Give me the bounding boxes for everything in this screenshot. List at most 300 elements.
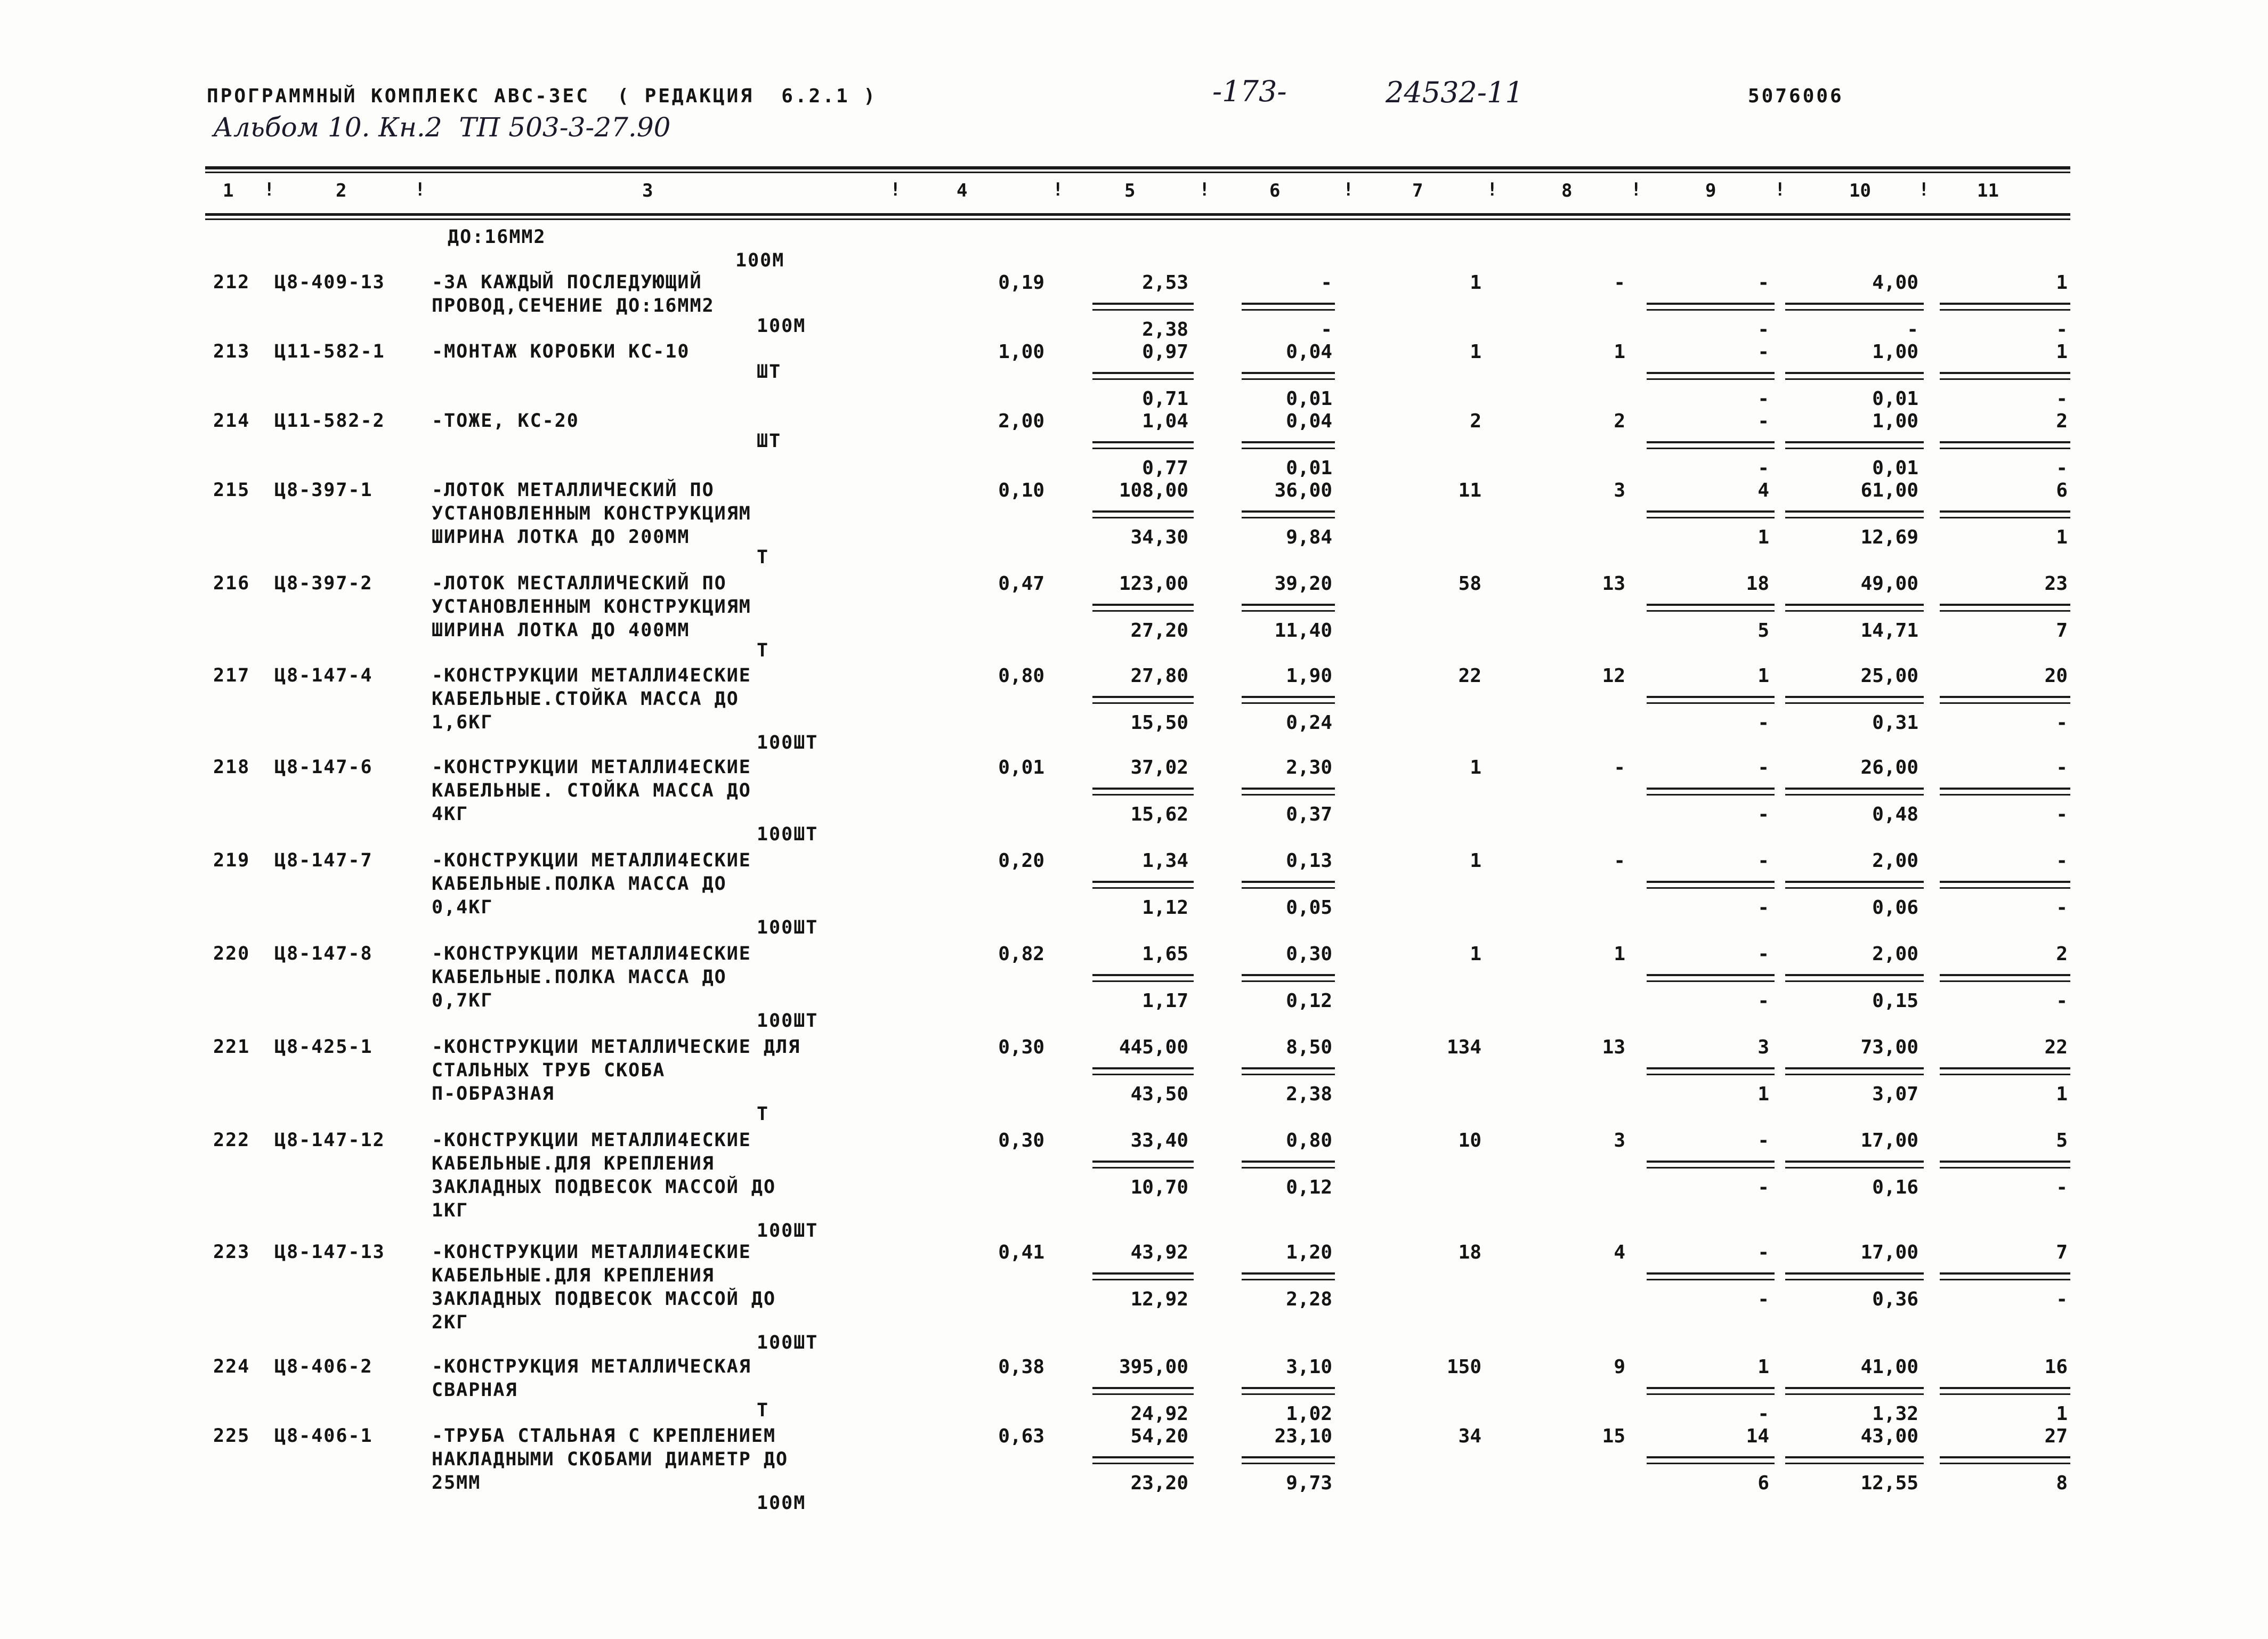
double-underline — [1242, 441, 1335, 443]
double-underline — [1647, 1387, 1775, 1389]
cell-col10-top: 4,00 — [1872, 272, 1918, 294]
double-underline — [1242, 881, 1335, 883]
row-description: -КОНСТРУКЦИИ МЕТАЛЛИЧЕСКИЕ ДЛЯ — [432, 1036, 801, 1058]
row-description: ШИРИНА ЛОТКА ДО 200ММ — [432, 526, 690, 548]
cell-col5-bottom: 1,12 — [1142, 897, 1188, 919]
row-description: -КОНСТРУКЦИИ МЕТАЛЛИ4ЕСКИЕ — [432, 1130, 751, 1151]
double-underline — [1092, 1067, 1194, 1069]
row-description: 4КГ — [432, 804, 469, 825]
row-code: Ц8-397-1 — [274, 480, 373, 501]
column-separator: ! — [1052, 179, 1064, 200]
double-underline — [1242, 1067, 1335, 1069]
top-rule-2 — [205, 172, 2070, 173]
cell-col10-top: 41,00 — [1860, 1356, 1918, 1378]
cell-col10-bottom: 3,07 — [1872, 1083, 1918, 1105]
cell-col4: 0,19 — [998, 272, 1044, 294]
cell-col5-top: 445,00 — [1119, 1036, 1188, 1058]
column-separator: ! — [1918, 179, 1930, 200]
double-underline — [1647, 1067, 1775, 1069]
row-number: 224 — [213, 1356, 250, 1377]
double-underline — [1647, 1272, 1775, 1275]
double-underline — [1940, 372, 2070, 374]
cell-col10-top: 26,00 — [1860, 757, 1918, 778]
double-underline — [1785, 303, 1924, 305]
cell-col5-bottom: 43,50 — [1130, 1083, 1188, 1105]
cell-col4: 0,41 — [998, 1242, 1044, 1263]
double-underline — [1785, 1067, 1924, 1069]
cell-col8: 4 — [1614, 1242, 1625, 1263]
cell-col11-top: 1 — [2056, 341, 2068, 363]
double-underline — [1647, 604, 1775, 606]
cell-col5-top: 0,97 — [1142, 341, 1188, 363]
row-unit: 100ШТ — [757, 732, 819, 753]
row-unit: ШТ — [757, 361, 782, 383]
column-number-4: 4 — [957, 180, 968, 201]
double-underline — [1092, 303, 1194, 305]
cell-col9-bottom: - — [1757, 1176, 1769, 1198]
row-description: -КОНСТРУКЦИИ МЕТАЛЛИ4ЕСКИЕ — [432, 665, 751, 686]
cell-col10-bottom: 0,06 — [1872, 897, 1918, 919]
row-unit: Т — [757, 1400, 770, 1421]
double-underline — [1785, 1456, 1924, 1458]
row-description: П-ОБРАЗНАЯ — [432, 1083, 555, 1105]
cell-col8: 2 — [1614, 410, 1625, 432]
row-description: -ЛОТОК МЕСТАЛЛИЧЕСКИЙ ПО — [432, 573, 727, 594]
cell-col5-bottom: 15,62 — [1130, 804, 1188, 825]
cell-col8: 15 — [1602, 1425, 1625, 1447]
row-number: 217 — [213, 665, 250, 686]
row-description: -ТРУБА СТАЛЬНАЯ С КРЕПЛЕНИЕМ — [432, 1425, 776, 1447]
row-number: 212 — [213, 272, 250, 293]
row-description: СТАЛЬНЫХ ТРУБ СКОБА — [432, 1060, 666, 1081]
cell-col9-top: - — [1757, 943, 1769, 965]
cell-col9-bottom: - — [1757, 712, 1769, 734]
double-underline — [1647, 441, 1775, 443]
cell-col6-top: 2,30 — [1286, 757, 1332, 778]
cell-col9-top: 4 — [1757, 480, 1769, 501]
row-unit: 100М — [735, 250, 785, 271]
column-number-1: 1 — [223, 180, 234, 201]
cell-col10-bottom: 12,69 — [1860, 526, 1918, 548]
cell-col9-bottom: 1 — [1757, 526, 1769, 548]
cell-col7: 58 — [1458, 573, 1481, 595]
cell-col6-top: 0,80 — [1286, 1130, 1332, 1151]
double-underline — [1242, 1161, 1335, 1163]
cell-col9-top: - — [1757, 850, 1769, 872]
cell-col5-bottom: 34,30 — [1130, 526, 1188, 548]
row-description: -КОНСТРУКЦИЯ МЕТАЛЛИЧЕСКАЯ — [432, 1356, 751, 1377]
cell-col6-bottom: 2,38 — [1286, 1083, 1332, 1105]
cell-col9-bottom: - — [1757, 897, 1769, 919]
double-underline — [1092, 372, 1194, 374]
double-underline — [1242, 604, 1335, 606]
double-underline — [1940, 441, 2070, 443]
cell-col11-bottom: - — [2056, 1176, 2068, 1198]
row-unit: 100ШТ — [757, 1332, 819, 1353]
column-separator: ! — [1487, 179, 1498, 200]
cell-col5-top: 27,80 — [1130, 665, 1188, 687]
cell-col5-bottom: 0,71 — [1142, 388, 1188, 410]
row-description: ЗАКЛАДНЫХ ПОДВЕСОК МАССОЙ ДО — [432, 1176, 776, 1198]
row-description: УСТАНОВЛЕННЫМ КОНСТРУКЦИЯМ — [432, 503, 751, 524]
cell-col8: - — [1614, 850, 1625, 872]
column-number-6: 6 — [1269, 180, 1281, 201]
column-number-5: 5 — [1124, 180, 1136, 201]
album-note: Альбом 10. Кн.2 ТП 503-3-27.90 — [213, 112, 671, 143]
program-title: ПРОГРАММНЫЙ КОМПЛЕКС АВС-ЗЕС ( РЕДАКЦИЯ 6.2.1 ) — [207, 85, 878, 107]
cell-col7: 2 — [1470, 410, 1481, 432]
double-underline — [1242, 1272, 1335, 1275]
cell-col6-bottom: - — [1321, 319, 1332, 340]
double-underline — [1940, 604, 2070, 606]
cell-col6-bottom: 0,37 — [1286, 804, 1332, 825]
column-separator: ! — [264, 179, 275, 200]
row-description: 25ММ — [432, 1472, 481, 1494]
cell-col10-top: 25,00 — [1860, 665, 1918, 687]
double-underline — [1785, 604, 1924, 606]
cell-col10-top: 2,00 — [1872, 850, 1918, 872]
row-description: ЗАКЛАДНЫХ ПОДВЕСОК МАССОЙ ДО — [432, 1288, 776, 1310]
cell-col9-top: - — [1757, 272, 1769, 294]
cell-col10-top: 49,00 — [1860, 573, 1918, 595]
row-description: -ЗА КАЖДЫЙ ПОСЛЕДУЮЩИЙ — [432, 272, 702, 293]
double-underline — [1092, 788, 1194, 790]
cell-col5-top: 108,00 — [1119, 480, 1188, 501]
cell-col11-top: 16 — [2044, 1356, 2068, 1378]
cell-col11-top: - — [2056, 757, 2068, 778]
cell-col9-bottom: - — [1757, 457, 1769, 479]
row-description: 0,7КГ — [432, 990, 493, 1011]
cell-col9-bottom: - — [1757, 319, 1769, 340]
double-underline — [1647, 696, 1775, 698]
cell-col6-top: 0,04 — [1286, 341, 1332, 363]
cell-col8: 13 — [1602, 573, 1625, 595]
cell-col6-top: - — [1321, 272, 1332, 294]
cell-col11-top: 6 — [2056, 480, 2068, 501]
double-underline — [1647, 974, 1775, 976]
row-description: ШИРИНА ЛОТКА ДО 400ММ — [432, 620, 690, 641]
cell-col4: 0,47 — [998, 573, 1044, 595]
cell-col7: 1 — [1470, 341, 1481, 363]
cell-col10-top: 17,00 — [1860, 1130, 1918, 1151]
double-underline — [1785, 510, 1924, 513]
cell-col10-bottom: 1,32 — [1872, 1403, 1918, 1425]
double-underline — [1785, 788, 1924, 790]
cell-col11-top: 7 — [2056, 1242, 2068, 1263]
double-underline — [1092, 604, 1194, 606]
cell-col4: 0,30 — [998, 1036, 1044, 1058]
double-underline — [1242, 974, 1335, 976]
cell-col4: 0,30 — [998, 1130, 1044, 1151]
cell-col6-top: 1,90 — [1286, 665, 1332, 687]
cell-col10-bottom: 0,01 — [1872, 388, 1918, 410]
column-separator: ! — [415, 179, 426, 200]
cell-col9-top: 14 — [1746, 1425, 1769, 1447]
cell-col10-top: 73,00 — [1860, 1036, 1918, 1058]
column-separator: ! — [1631, 179, 1642, 200]
cell-col7: 1 — [1470, 272, 1481, 294]
row-description: -ЛОТОК МЕТАЛЛИЧЕСКИЙ ПО — [432, 480, 715, 501]
cell-col6-bottom: 0,01 — [1286, 457, 1332, 479]
cell-col10-bottom: - — [1907, 319, 1918, 340]
column-separator: ! — [1775, 179, 1786, 200]
cell-col9-top: 18 — [1746, 573, 1769, 595]
cell-col10-top: 1,00 — [1872, 410, 1918, 432]
cell-col11-bottom: - — [2056, 388, 2068, 410]
cell-col10-top: 43,00 — [1860, 1425, 1918, 1447]
cell-col6-top: 1,20 — [1286, 1242, 1332, 1263]
double-underline — [1647, 303, 1775, 305]
doc-number: 5076006 — [1748, 85, 1844, 107]
cell-col6-top: 8,50 — [1286, 1036, 1332, 1058]
row-description: 1КГ — [432, 1200, 469, 1221]
cell-col4: 1,00 — [998, 341, 1044, 363]
double-underline — [1940, 974, 2070, 976]
cell-col9-bottom: 1 — [1757, 1083, 1769, 1105]
double-underline — [1940, 696, 2070, 698]
double-underline — [1242, 303, 1335, 305]
row-number: 218 — [213, 757, 250, 778]
cell-col5-top: 1,04 — [1142, 410, 1188, 432]
row-code: Ц8-409-13 — [274, 272, 385, 293]
cell-col5-top: 2,53 — [1142, 272, 1188, 294]
cell-col5-bottom: 12,92 — [1130, 1288, 1188, 1310]
cell-col6-bottom: 9,73 — [1286, 1472, 1332, 1494]
cell-col5-bottom: 27,20 — [1130, 620, 1188, 642]
double-underline — [1242, 788, 1335, 790]
double-underline — [1785, 1272, 1924, 1275]
column-number-11: 11 — [1977, 180, 1999, 201]
cell-col7: 1 — [1470, 943, 1481, 965]
double-underline — [1940, 1161, 2070, 1163]
cell-col7: 1 — [1470, 850, 1481, 872]
cell-col5-top: 123,00 — [1119, 573, 1188, 595]
row-code: Ц11-582-2 — [274, 410, 385, 432]
cell-col10-bottom: 12,55 — [1860, 1472, 1918, 1494]
double-underline — [1092, 696, 1194, 698]
row-description: СВАРНАЯ — [432, 1380, 518, 1401]
row-unit: 100М — [757, 315, 806, 337]
column-separator: ! — [890, 179, 901, 200]
double-underline — [1940, 788, 2070, 790]
cell-col11-bottom: - — [2056, 990, 2068, 1012]
cell-col7: 1 — [1470, 757, 1481, 778]
cell-col11-top: 5 — [2056, 1130, 2068, 1151]
cell-col7: 134 — [1446, 1036, 1481, 1058]
cell-col11-bottom: - — [2056, 319, 2068, 340]
cell-col5-bottom: 2,38 — [1142, 319, 1188, 340]
cell-col7: 150 — [1446, 1356, 1481, 1378]
cell-col11-bottom: - — [2056, 1288, 2068, 1310]
cell-col11-bottom: 7 — [2056, 620, 2068, 642]
cell-col4: 0,01 — [998, 757, 1044, 778]
double-underline — [1242, 510, 1335, 513]
row-unit: 100ШТ — [757, 917, 819, 938]
row-description: -КОНСТРУКЦИИ МЕТАЛЛИ4ЕСКИЕ — [432, 1242, 751, 1263]
double-underline — [1092, 1272, 1194, 1275]
double-underline — [1785, 1387, 1924, 1389]
row-unit: Т — [757, 547, 770, 568]
cell-col11-top: 23 — [2044, 573, 2068, 595]
cell-col11-bottom: - — [2056, 897, 2068, 919]
double-underline — [1785, 1161, 1924, 1163]
cell-col6-bottom: 2,28 — [1286, 1288, 1332, 1310]
row-number: 219 — [213, 850, 250, 871]
cell-col9-bottom: - — [1757, 1288, 1769, 1310]
cell-col11-top: 2 — [2056, 943, 2068, 965]
double-underline — [1940, 1456, 2070, 1458]
cell-col11-bottom: - — [2056, 457, 2068, 479]
row-code: Ц11-582-1 — [274, 341, 385, 362]
double-underline — [1940, 1067, 2070, 1069]
cell-col7: 18 — [1458, 1242, 1481, 1263]
column-number-10: 10 — [1849, 180, 1871, 201]
row-description: 2КГ — [432, 1312, 469, 1333]
cell-col7: 34 — [1458, 1425, 1481, 1447]
double-underline — [1647, 1456, 1775, 1458]
cell-col5-top: 43,92 — [1130, 1242, 1188, 1263]
cell-col10-bottom: 0,01 — [1872, 457, 1918, 479]
cell-col5-top: 33,40 — [1130, 1130, 1188, 1151]
cell-col11-top: - — [2056, 850, 2068, 872]
cell-col4: 0,38 — [998, 1356, 1044, 1378]
cell-col6-top: 0,30 — [1286, 943, 1332, 965]
row-description: ДО:16ММ2 — [448, 226, 546, 248]
row-description: -ТОЖЕ, КС-20 — [432, 410, 579, 432]
double-underline — [1242, 372, 1335, 374]
double-underline — [1785, 696, 1924, 698]
row-code: Ц8-397-2 — [274, 573, 373, 594]
cell-col10-bottom: 0,31 — [1872, 712, 1918, 734]
row-code: Ц8-147-4 — [274, 665, 373, 686]
cell-col10-bottom: 0,16 — [1872, 1176, 1918, 1198]
cell-col11-bottom: 8 — [2056, 1472, 2068, 1494]
column-number-9: 9 — [1705, 180, 1716, 201]
cell-col11-bottom: 1 — [2056, 1083, 2068, 1105]
cell-col9-bottom: 5 — [1757, 620, 1769, 642]
cell-col5-bottom: 1,17 — [1142, 990, 1188, 1012]
cell-col6-top: 0,13 — [1286, 850, 1332, 872]
cell-col10-top: 1,00 — [1872, 341, 1918, 363]
cell-col11-top: 2 — [2056, 410, 2068, 432]
cell-col7: 22 — [1458, 665, 1481, 687]
row-number: 222 — [213, 1130, 250, 1151]
row-description: КАБЕЛЬНЫЕ.ПОЛКА МАССА ДО — [432, 967, 727, 988]
double-underline — [1092, 974, 1194, 976]
cell-col6-bottom: 0,01 — [1286, 388, 1332, 410]
row-description: -МОНТАЖ КОРОБКИ КС-10 — [432, 341, 690, 362]
double-underline — [1940, 881, 2070, 883]
row-description: 1,6КГ — [432, 712, 493, 733]
cell-col8: 13 — [1602, 1036, 1625, 1058]
cell-col9-bottom: 6 — [1757, 1472, 1769, 1494]
double-underline — [1092, 510, 1194, 513]
cell-col8: 1 — [1614, 943, 1625, 965]
row-description: КАБЕЛЬНЫЕ. СТОЙКА МАССА ДО — [432, 780, 751, 801]
cell-col9-bottom: - — [1757, 1403, 1769, 1425]
column-number-7: 7 — [1412, 180, 1423, 201]
row-unit: Т — [757, 640, 770, 661]
cell-col6-top: 0,04 — [1286, 410, 1332, 432]
double-underline — [1940, 1387, 2070, 1389]
row-description: КАБЕЛЬНЫЕ.ДЛЯ КРЕПЛЕНИЯ — [432, 1153, 715, 1174]
cell-col5-top: 395,00 — [1119, 1356, 1188, 1378]
row-number: 216 — [213, 573, 250, 594]
cell-col6-top: 23,10 — [1274, 1425, 1332, 1447]
double-underline — [1092, 1387, 1194, 1389]
cell-col9-bottom: - — [1757, 990, 1769, 1012]
row-code: Ц8-406-1 — [274, 1425, 373, 1447]
row-number: 213 — [213, 341, 250, 362]
top-rule — [205, 166, 2070, 169]
cell-col8: 9 — [1614, 1356, 1625, 1378]
cell-col9-top: - — [1757, 341, 1769, 363]
row-number: 215 — [213, 480, 250, 501]
cell-col11-bottom: - — [2056, 712, 2068, 734]
row-description: НАКЛАДНЫМИ СКОБАМИ ДИАМЕТР ДО — [432, 1449, 789, 1470]
cell-col11-top: 22 — [2044, 1036, 2068, 1058]
row-number: 214 — [213, 410, 250, 432]
cell-col8: 1 — [1614, 341, 1625, 363]
cell-col9-top: 3 — [1757, 1036, 1769, 1058]
cell-col6-bottom: 0,12 — [1286, 1176, 1332, 1198]
column-number-8: 8 — [1561, 180, 1573, 201]
column-number-2: 2 — [336, 180, 347, 201]
cell-col4: 0,20 — [998, 850, 1044, 872]
double-underline — [1647, 788, 1775, 790]
row-unit: 100ШТ — [757, 1010, 819, 1032]
double-underline — [1785, 441, 1924, 443]
cell-col4: 0,10 — [998, 480, 1044, 501]
cell-col6-top: 3,10 — [1286, 1356, 1332, 1378]
cell-col5-bottom: 24,92 — [1130, 1403, 1188, 1425]
row-description: УСТАНОВЛЕННЫМ КОНСТРУКЦИЯМ — [432, 596, 751, 618]
cell-col6-bottom: 0,12 — [1286, 990, 1332, 1012]
cell-col4: 0,82 — [998, 943, 1044, 965]
row-code: Ц8-147-8 — [274, 943, 373, 964]
page-number: -173- — [1212, 75, 1287, 108]
header-bottom-rule — [205, 213, 2070, 216]
cell-col6-bottom: 1,02 — [1286, 1403, 1332, 1425]
row-number: 221 — [213, 1036, 250, 1058]
double-underline — [1785, 974, 1924, 976]
row-code: Ц8-147-7 — [274, 850, 373, 871]
double-underline — [1940, 1272, 2070, 1275]
cell-col11-top: 1 — [2056, 272, 2068, 294]
cell-col9-top: - — [1757, 1242, 1769, 1263]
cell-col10-bottom: 0,36 — [1872, 1288, 1918, 1310]
double-underline — [1785, 881, 1924, 883]
double-underline — [1092, 1161, 1194, 1163]
cell-col10-top: 17,00 — [1860, 1242, 1918, 1263]
cell-col9-bottom: - — [1757, 804, 1769, 825]
cell-col9-top: - — [1757, 410, 1769, 432]
row-unit: 100ШТ — [757, 1220, 819, 1242]
double-underline — [1647, 1161, 1775, 1163]
cell-col6-bottom: 11,40 — [1274, 620, 1332, 642]
double-underline — [1092, 1456, 1194, 1458]
double-underline — [1647, 510, 1775, 513]
row-number: 225 — [213, 1425, 250, 1447]
column-separator: ! — [1199, 179, 1210, 200]
cell-col11-top: 27 — [2044, 1425, 2068, 1447]
cell-col6-top: 39,20 — [1274, 573, 1332, 595]
cell-col9-top: 1 — [1757, 1356, 1769, 1378]
row-unit: 100ШТ — [757, 824, 819, 845]
cell-col6-top: 36,00 — [1274, 480, 1332, 501]
cell-col6-bottom: 9,84 — [1286, 526, 1332, 548]
cell-col4: 0,63 — [998, 1425, 1044, 1447]
